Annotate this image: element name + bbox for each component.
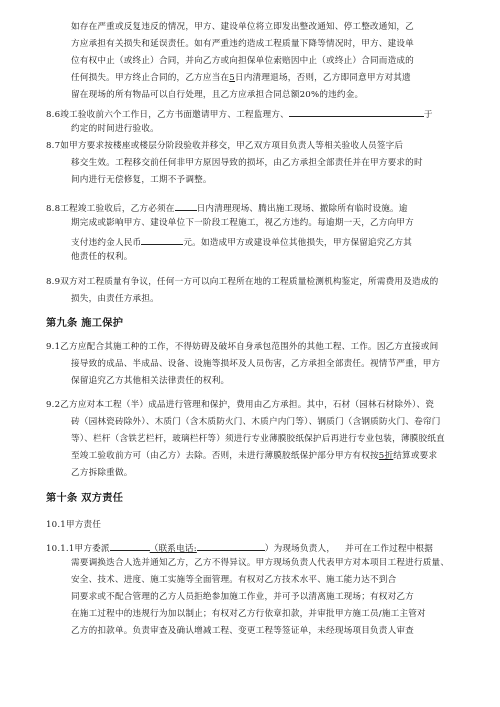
discount-value: 5折 <box>378 451 394 461</box>
text-line: 在施工过程中的违规行为加以制止；有权对乙方行依章扣款，并审批甲方施工员/施工主管对 <box>71 609 426 619</box>
text-span: 并可在工作过程中根据 <box>345 544 434 554</box>
text-span: ）为现场负责人， <box>264 544 336 554</box>
days-value: 5 <box>229 73 235 83</box>
text-line: 约定的时间进行验收。 <box>71 124 159 134</box>
text-line: 移交生效。工程移交前任何非甲方原因导致的损坏，由乙方承担全部责任并在甲方要求的时 <box>71 158 423 168</box>
text-line <box>71 235 412 249</box>
text-span: 至竣工验收前方可（由乙方）去除。否则，未进行薄膜胶纸保护部分甲方有权按 <box>71 451 379 461</box>
text-line: 如存在严重或反复违反的情况，甲方、建设单位将立即发出整改通知、停工整改通知，乙 <box>71 22 414 32</box>
text-line <box>71 73 411 84</box>
clause-8-6-line <box>46 107 433 121</box>
blank-field <box>197 541 265 551</box>
text-line: 损失，由责任方承担。 <box>71 294 159 304</box>
text-span: 任何损失。甲方终止合同的，乙方应当在 <box>71 73 230 83</box>
text-span: 8.6竣工验收前六个工作日，乙方书面邀请甲方、工程监理方、 <box>46 110 289 120</box>
clause-10-1-title: 10.1甲方责任 <box>46 520 102 530</box>
text-span: 日内清理现场、腾出施工现场、撤除所有临时设施。逾 <box>196 204 408 214</box>
text-line: 期完成或影响甲方、建设单位下一阶段工程施工，视乙方违约。每逾期一天，乙方向甲方 <box>71 218 414 228</box>
phone-label: （联系电话: <box>149 544 197 554</box>
clause-10-1-1-line <box>46 541 433 555</box>
text-line: 乙方的扣款单。负责审查及确认增减工程、变更工程等签证单，未经现场项目负责人审查 <box>71 626 414 636</box>
text-line <box>71 451 437 462</box>
text-line: 需要调换迭合人选并通知乙方，乙方不得异议。甲方现场负责人代表甲方对本项目工程进行质量、 <box>71 558 450 568</box>
clause-8-7-line: 8.7如甲方要求按楼座或楼层分阶段验收并移交，甲乙双方项目负责人等相关验收人员签字后 <box>46 141 404 151</box>
text-span: 日内清理退场，否则，乙方即同意甲方对其遗 <box>234 73 411 83</box>
text-span: 元。如造成甲方或建设单位其他损失，甲方保留追究乙方其 <box>183 238 412 248</box>
text-line: 间内进行无偿修复，工期不予调整。 <box>71 175 212 185</box>
blank-field <box>289 107 424 117</box>
section-heading-10: 第十条 双方责任 <box>46 493 124 504</box>
text-line: 保留追究乙方其他相关法律责任的权利。 <box>71 376 230 386</box>
text-span: 结算或要求 <box>393 451 438 461</box>
clause-9-1-line: 9.1乙方应配合其施工种的工作，不得妨碍及破坏自身承包范围外的其他工程、工作。因乙方直接或间 <box>46 342 439 352</box>
blank-field <box>141 235 183 245</box>
text-line: 乙方拆除重做。 <box>71 468 133 478</box>
clause-8-8-line <box>46 201 408 215</box>
text-line: 他责任的权利。 <box>71 252 133 262</box>
text-line: 留在现场的所有物品可以自行处理，且乙方应承担合同总额20%的违约金。 <box>71 90 364 100</box>
text-line: 位有权中止（或终止）合同，并向乙方或向担保单位索赔因中止（或终止）合同而造成的 <box>71 56 414 66</box>
text-span: 于 <box>423 110 433 120</box>
text-line: 等）、栏杆（含铁艺栏杆，玻璃栏杆等）须进行专业薄膜胶纸保护后再进行专业包装，薄膜胶纸直 <box>71 434 445 444</box>
text-line: 同要求或不配合管理的乙方人员拒绝参加施工作业，并可予以清离施工现场；有权对乙方 <box>71 592 414 602</box>
text-span: 10.1.1甲方委派 <box>46 544 110 554</box>
text-line: 接导致的成品、半成品、设备、设施等损坏及人员伤害，乙方承担全部责任。视情节严重，甲方 <box>71 359 441 369</box>
clause-9-2-line: 9.2乙方应对本工程（半）成品进行管理和保护，费用由乙方承担。其中，石材（园林石材除外）、瓷 <box>46 400 435 410</box>
text-line: 安全、技术、进度、施工实施等全面管理。有权对乙方技术水平、施工能力达不到合 <box>71 575 397 585</box>
blank-field <box>175 201 197 211</box>
section-heading-9: 第九条 施工保护 <box>46 318 124 329</box>
clause-8-9-line: 8.9双方对工程质量有争议，任何一方可以向工程所在地的工程质量检测机构鉴定，所需费用及造成的 <box>46 277 439 287</box>
text-span: 支付违约金人民币 <box>71 238 142 248</box>
blank-field <box>110 541 150 551</box>
text-line: 方应承担有关损失和延误责任。如有严重违约造成工程质量下降等情况时，甲方、建设单 <box>71 39 414 49</box>
text-line: 砖（园林瓷砖除外）、木质门（含木质防火门、木质户内门等）、钢质门（含钢质防火门、卷帘门 <box>71 417 441 427</box>
text-span: 8.8工程竣工验收后，乙方必须在 <box>46 204 175 214</box>
